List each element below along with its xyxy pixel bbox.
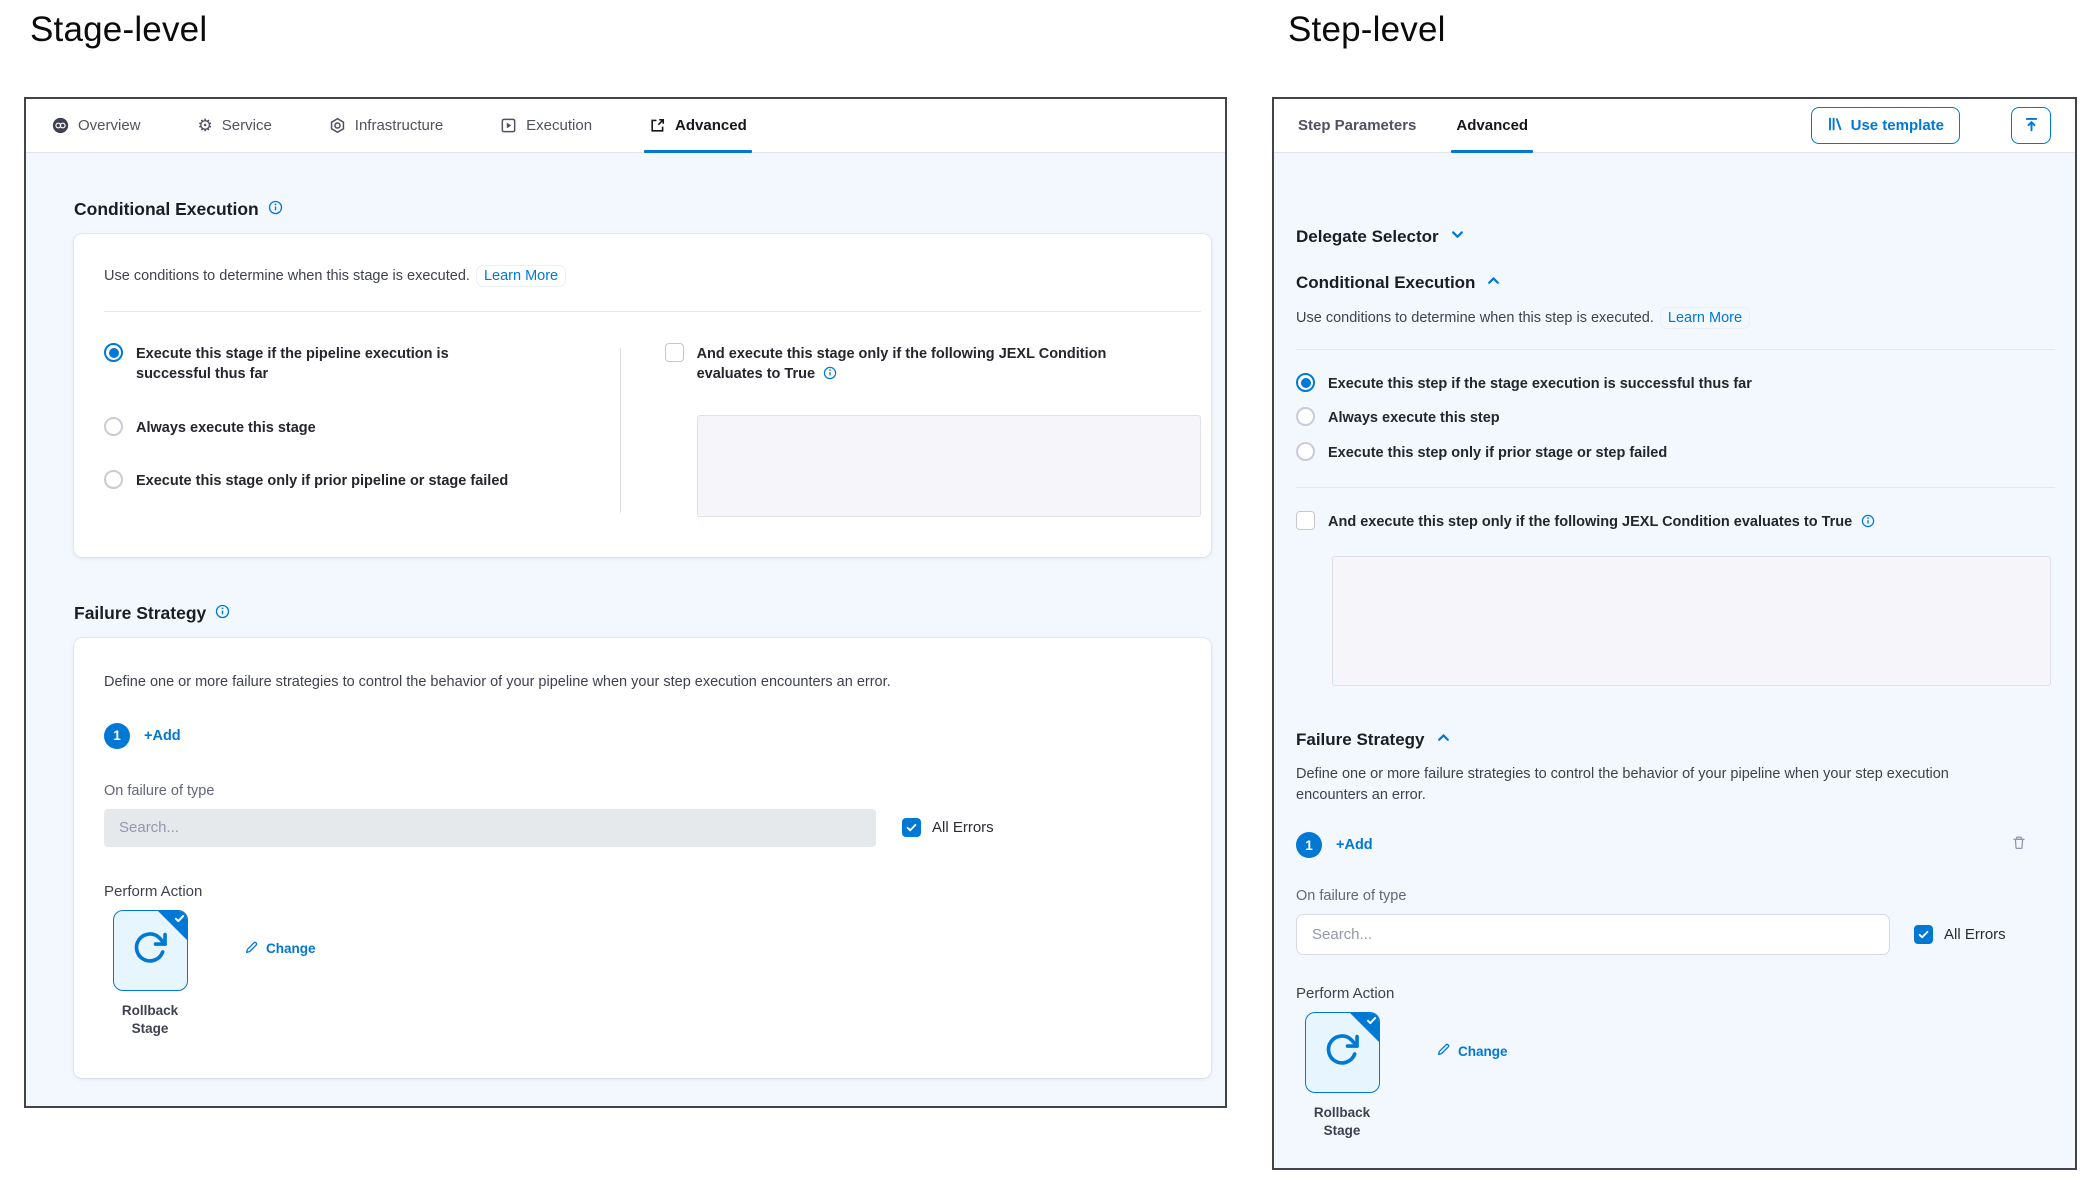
conditional-description: Use conditions to determine when this stage is executed. Learn More	[104, 266, 1201, 287]
failure-description: Define one or more failure strategies to control the behavior of your pipeline when your step execution encounters an error.	[104, 673, 891, 690]
stage-panel	[24, 97, 1227, 1108]
tab-label: Service	[221, 117, 272, 134]
tab-service[interactable]	[198, 99, 272, 152]
step-level-title: Step-level	[1288, 10, 1446, 49]
change-action-link[interactable]: Change	[1436, 1042, 1508, 1060]
info-icon[interactable]	[215, 603, 230, 624]
jexl-checkbox-row[interactable]: And execute this step only if the following JEXL Condition evaluates to True	[1296, 512, 2055, 534]
radio-option-failed[interactable]: Execute this step only if prior stage or step failed	[1296, 443, 2055, 463]
radio-option-success[interactable]: Execute this stage if the pipeline execution is successful thus far	[104, 344, 594, 385]
step-panel	[1272, 97, 2077, 1170]
perform-action-label: Perform Action	[104, 882, 203, 900]
perform-action-row	[104, 910, 1181, 1038]
info-icon[interactable]	[1861, 514, 1875, 534]
rollback-stage-tile[interactable]	[1305, 1012, 1380, 1093]
learn-more-link[interactable]: Learn More	[476, 265, 566, 287]
on-failure-label: On failure of type	[1296, 888, 1407, 905]
tab-execution[interactable]	[500, 99, 592, 152]
template-library-icon	[1827, 116, 1843, 136]
step-content	[1274, 153, 2075, 1168]
trash-icon[interactable]	[2011, 835, 2055, 856]
stage-condition-radio-group	[104, 344, 620, 517]
radio-icon[interactable]	[1296, 442, 1315, 461]
pencil-icon	[1436, 1042, 1451, 1060]
infrastructure-icon	[329, 117, 346, 134]
tab-infrastructure[interactable]	[329, 99, 443, 152]
on-failure-label: On failure of type	[104, 782, 215, 799]
rollback-stage-tile[interactable]	[113, 910, 188, 991]
rollback-refresh-icon	[131, 929, 169, 972]
radio-icon[interactable]	[1296, 407, 1315, 426]
checkbox-icon[interactable]	[665, 343, 684, 362]
delegate-selector-header[interactable]: Delegate Selector	[1296, 227, 2055, 247]
chevron-up-icon	[1436, 730, 1451, 750]
tab-step-parameters[interactable]	[1298, 99, 1416, 152]
use-template-button[interactable]: Use template	[1811, 107, 1960, 144]
radio-icon[interactable]	[104, 417, 123, 436]
selected-check-icon	[173, 912, 186, 930]
radio-icon[interactable]	[104, 470, 123, 489]
rollback-stage-caption: Rollback Stage	[1313, 1105, 1371, 1139]
info-icon[interactable]	[823, 366, 837, 386]
stage-level-title: Stage-level	[30, 10, 208, 49]
strategy-add-row	[1296, 832, 2055, 858]
conditional-execution-heading: Conditional Execution	[74, 199, 1211, 220]
radio-option-failed[interactable]: Execute this stage only if prior pipeline or stage failed	[104, 471, 594, 491]
tab-advanced[interactable]	[1456, 99, 1528, 152]
stage-tabbar	[26, 99, 1225, 153]
strategy-badge[interactable]: 1	[104, 723, 130, 749]
failure-type-row	[1296, 914, 2055, 955]
rollback-stage-caption: Rollback Stage	[121, 1002, 179, 1036]
failure-strategy-heading: Failure Strategy	[74, 603, 1211, 624]
radio-option-always[interactable]: Always execute this step	[1296, 408, 2055, 428]
pencil-icon	[244, 940, 259, 958]
jexl-condition-section	[621, 344, 1201, 517]
step-tabbar	[1274, 99, 2075, 153]
tab-label: Advanced	[1456, 117, 1529, 134]
tab-label: Infrastructure	[354, 117, 444, 134]
tab-advanced[interactable]	[649, 99, 747, 152]
failure-type-row	[104, 809, 1181, 847]
failure-strategy-header[interactable]: Failure Strategy	[1296, 730, 2055, 750]
failure-description: Define one or more failure strategies to control the behavior of your pipeline when your step execution encounters an error.	[1296, 766, 1949, 804]
strategy-add-row	[104, 723, 1181, 749]
tab-label: Overview	[78, 117, 141, 134]
failure-type-search-input[interactable]	[1296, 914, 1890, 955]
divider	[1296, 487, 2055, 488]
all-errors-checkbox[interactable]: All Errors	[902, 819, 994, 837]
jexl-condition-input[interactable]	[697, 415, 1201, 517]
chevron-down-icon	[1450, 227, 1465, 247]
failure-strategy-card	[74, 638, 1211, 1078]
service-gear-icon: ⚙	[197, 116, 213, 135]
advanced-icon	[649, 117, 666, 134]
radio-option-always[interactable]: Always execute this stage	[104, 418, 594, 438]
selected-check-icon	[1365, 1014, 1378, 1032]
info-icon[interactable]	[268, 199, 283, 220]
add-strategy-button[interactable]: +Add	[1336, 837, 1373, 854]
upload-icon	[2023, 116, 2040, 136]
tab-label: Advanced	[675, 117, 747, 134]
chevron-up-icon	[1486, 273, 1501, 293]
divider	[1296, 349, 2055, 350]
conditional-description: Use conditions to determine when this step is executed. Learn More	[1296, 308, 2055, 329]
execution-icon	[500, 117, 517, 134]
step-condition-radio-group	[1296, 374, 2055, 463]
change-action-link[interactable]: Change	[244, 940, 316, 958]
checkbox-checked-icon[interactable]	[1914, 925, 1933, 944]
strategy-badge[interactable]: 1	[1296, 832, 1322, 858]
failure-type-search-input[interactable]	[104, 809, 876, 847]
conditional-execution-card	[74, 234, 1211, 557]
checkbox-checked-icon[interactable]	[902, 818, 921, 837]
tab-overview[interactable]	[52, 99, 141, 152]
checkbox-icon[interactable]	[1296, 511, 1315, 530]
jexl-checkbox-row[interactable]: And execute this stage only if the following JEXL Condition evaluates to True	[665, 344, 1201, 387]
stage-content	[26, 153, 1225, 1106]
rollback-refresh-icon	[1323, 1031, 1361, 1074]
add-strategy-button[interactable]: +Add	[144, 727, 181, 744]
conditional-execution-header[interactable]: Conditional Execution	[1296, 273, 2055, 293]
perform-action-label: Perform Action	[1296, 985, 1395, 1003]
radio-selected-icon[interactable]	[1296, 373, 1315, 392]
jexl-condition-input[interactable]	[1332, 556, 2051, 686]
radio-selected-icon[interactable]	[104, 343, 123, 362]
radio-option-success[interactable]: Execute this step if the stage execution is successful thus far	[1296, 374, 2055, 394]
learn-more-link[interactable]: Learn More	[1660, 307, 1750, 329]
overview-icon	[52, 117, 69, 134]
perform-action-row	[1296, 1012, 2055, 1140]
tab-label: Step Parameters	[1298, 117, 1417, 134]
tab-label: Execution	[526, 117, 593, 134]
upload-template-button[interactable]	[2011, 107, 2051, 144]
divider	[104, 311, 1201, 312]
all-errors-checkbox[interactable]: All Errors	[1914, 926, 2006, 944]
